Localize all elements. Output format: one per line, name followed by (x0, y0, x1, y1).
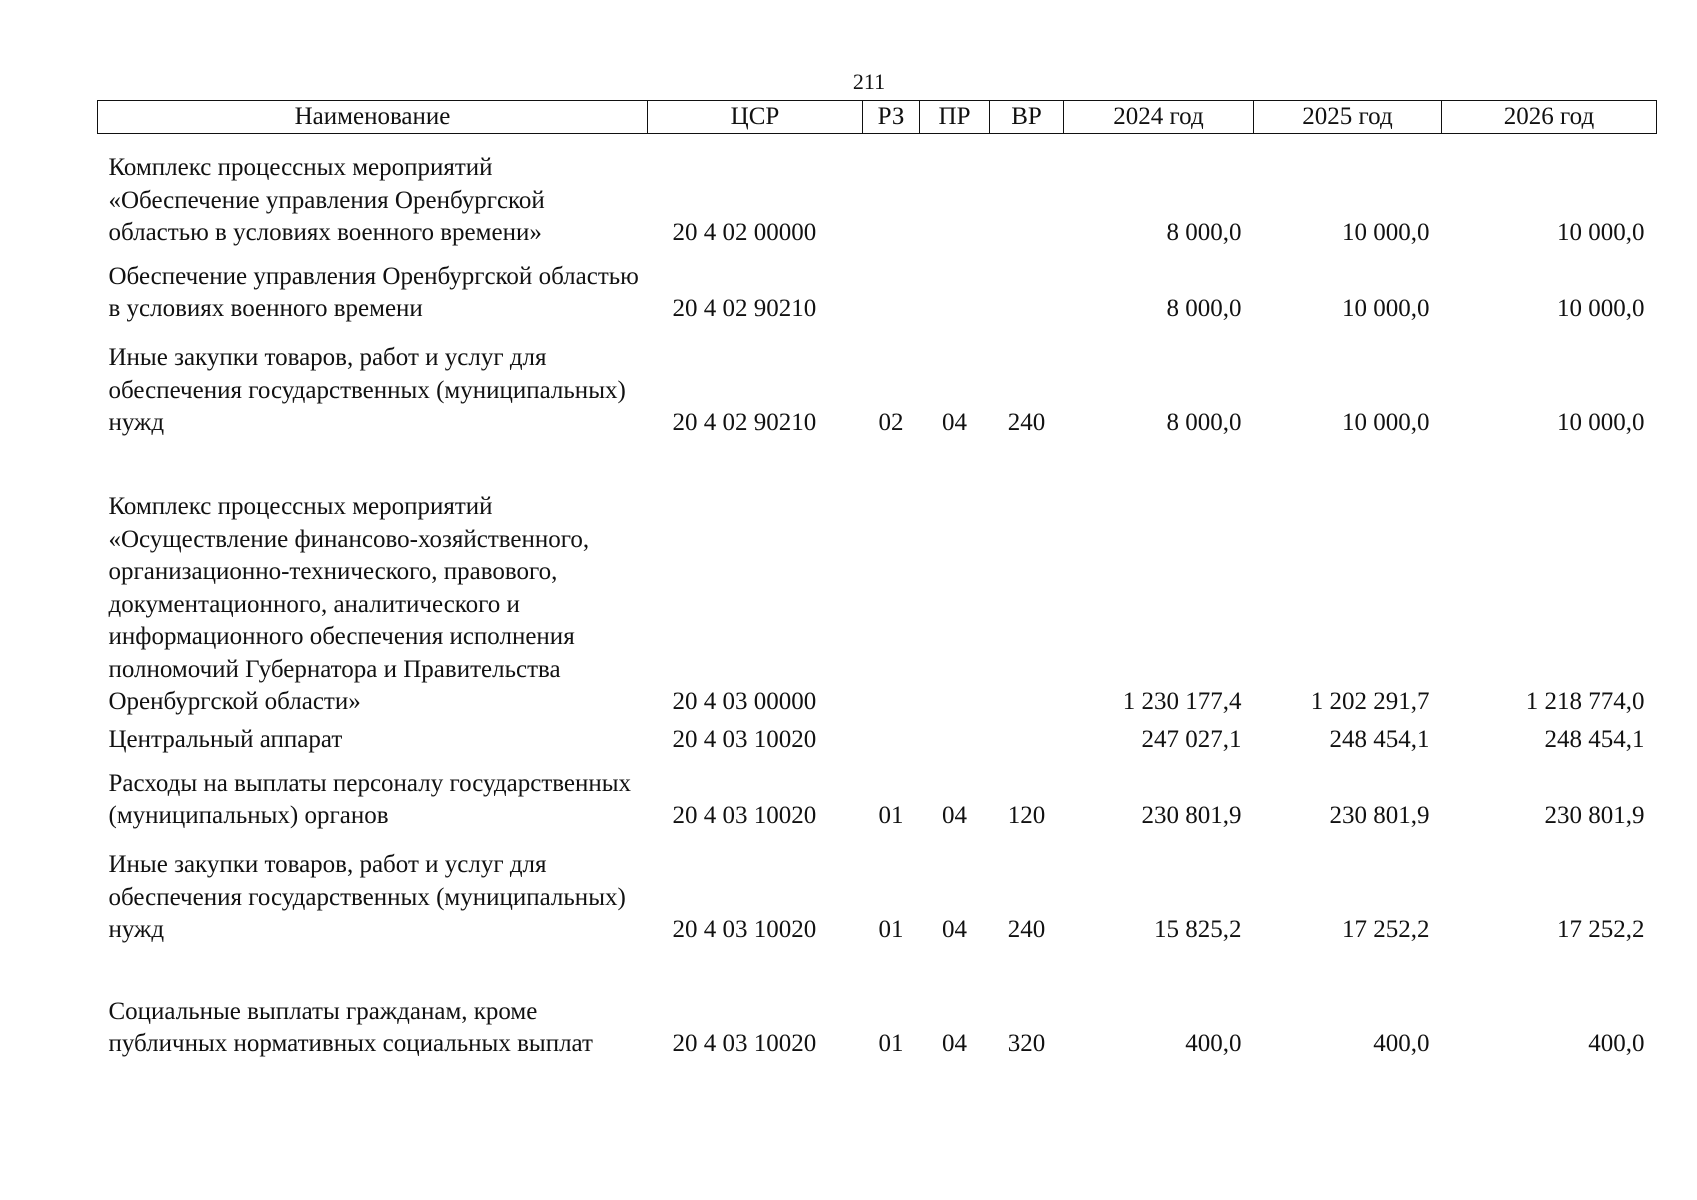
row-pr: 04 (942, 409, 967, 436)
row-vr: 120 (1007, 802, 1046, 829)
row-vr (990, 440, 1064, 719)
row-2026: 400,0 (1588, 1030, 1645, 1057)
row-2025: 10 000,0 (1342, 295, 1430, 322)
row-2025: 17 252,2 (1342, 916, 1430, 943)
row-2026: 10 000,0 (1557, 409, 1645, 436)
row-2026: 248 454,1 (1544, 726, 1645, 753)
row-csr: 20 4 02 90210 (672, 409, 817, 436)
row-csr: 20 4 03 00000 (672, 688, 817, 715)
row-pr: 04 (942, 1030, 967, 1057)
row-2025: 248 454,1 (1329, 726, 1430, 753)
row-rz (863, 250, 920, 326)
row-rz: 01 (878, 802, 904, 829)
row-name: Центральный аппарат (108, 726, 343, 753)
row-rz: 01 (878, 1030, 904, 1057)
row-rz (863, 719, 920, 757)
row-name: Иные закупки товаров, работ и услуг для обеспечения государственных (муниципальных) нужд (108, 344, 626, 436)
row-csr: 20 4 02 00000 (672, 219, 817, 246)
row-2024: 15 825,2 (1154, 916, 1242, 943)
row-csr: 20 4 02 90210 (672, 295, 817, 322)
row-name: Комплекс процессных мероприятий «Обеспечение управления Оренбургской областью в условиях военного времени» (108, 154, 545, 246)
table-row (98, 757, 1657, 833)
table-row (98, 833, 1657, 947)
table-row (98, 250, 1657, 326)
row-pr: 04 (942, 802, 967, 829)
table-row (98, 719, 1657, 757)
row-2025: 400,0 (1373, 1030, 1430, 1057)
row-csr: 20 4 03 10020 (672, 1030, 817, 1057)
row-csr: 20 4 03 10020 (672, 916, 817, 943)
row-2026: 1 218 774,0 (1525, 688, 1645, 715)
row-2024: 247 027,1 (1141, 726, 1242, 753)
row-name: Иные закупки товаров, работ и услуг для обеспечения государственных (муниципальных) нужд (108, 851, 626, 943)
header-csr: ЦСР (648, 101, 863, 134)
row-rz (863, 134, 920, 250)
row-vr: 240 (1007, 409, 1046, 436)
row-name: Социальные выплаты гражданам, кроме публичных нормативных социальных выплат (108, 997, 593, 1057)
row-2026: 230 801,9 (1544, 802, 1645, 829)
row-pr (920, 440, 990, 719)
page-number: 211 (852, 69, 886, 94)
row-pr: 04 (942, 916, 967, 943)
header-vr: ВР (990, 101, 1064, 134)
header-2026: 2026 год (1442, 101, 1657, 134)
row-vr: 240 (1007, 916, 1046, 943)
row-2024: 400,0 (1185, 1030, 1242, 1057)
row-2024: 8 000,0 (1166, 409, 1242, 436)
header-name: Наименование (98, 101, 648, 134)
row-pr (920, 719, 990, 757)
row-vr (990, 719, 1064, 757)
row-pr (920, 134, 990, 250)
table-header-row (98, 101, 1657, 134)
row-2024: 8 000,0 (1166, 295, 1242, 322)
header-pr: ПР (920, 101, 990, 134)
row-2024: 230 801,9 (1141, 802, 1242, 829)
row-2024: 8 000,0 (1166, 219, 1242, 246)
row-vr (990, 134, 1064, 250)
row-csr: 20 4 03 10020 (672, 802, 817, 829)
row-name: Обеспечение управления Оренбургской областью в условиях военного времени (108, 262, 639, 322)
row-2025: 230 801,9 (1329, 802, 1430, 829)
table-row (98, 134, 1657, 250)
row-csr: 20 4 03 10020 (672, 726, 817, 753)
row-rz (863, 440, 920, 719)
row-name: Комплекс процессных мероприятий «Осуществление финансово-хозяйственного, организационно-технического, правового, документационного, аналитического и информационного обеспечения исполнения полномочий Губернатора и Правительства Оренбургской области» (108, 493, 590, 715)
header-rz: РЗ (863, 101, 920, 134)
row-2025: 10 000,0 (1342, 409, 1430, 436)
row-rz: 02 (878, 409, 904, 436)
table-row (98, 326, 1657, 440)
row-2024: 1 230 177,4 (1122, 688, 1242, 715)
table-row (98, 947, 1657, 1061)
row-name: Расходы на выплаты персоналу государственных (муниципальных) органов (108, 769, 632, 829)
row-2025: 1 202 291,7 (1310, 688, 1430, 715)
row-2025: 10 000,0 (1342, 219, 1430, 246)
budget-table (97, 100, 1657, 1061)
header-2024: 2024 год (1064, 101, 1254, 134)
row-2026: 10 000,0 (1557, 295, 1645, 322)
header-2025: 2025 год (1254, 101, 1442, 134)
table-row (98, 440, 1657, 719)
row-2026: 17 252,2 (1557, 916, 1645, 943)
row-pr (920, 250, 990, 326)
row-rz: 01 (878, 916, 904, 943)
row-vr (990, 250, 1064, 326)
row-2026: 10 000,0 (1557, 219, 1645, 246)
row-vr: 320 (1007, 1030, 1046, 1057)
